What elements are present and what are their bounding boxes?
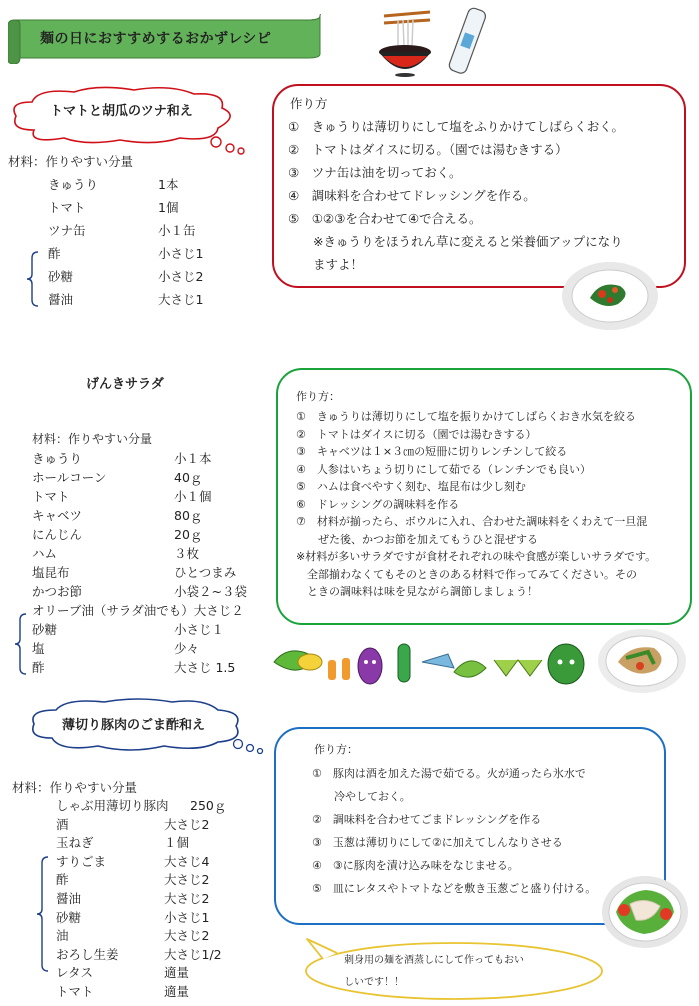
noodle-bowl-illustration (374, 8, 436, 78)
ingredient-amount: 大さじ2 (164, 890, 210, 906)
step: ① きゅうりは薄切りにして塩を振りかけてしばらくおき水気を絞る (296, 410, 636, 423)
ingredient-amount: 250ｇ (190, 798, 227, 813)
ingredient-amount: 小袋２~３袋 (174, 584, 247, 599)
ingredient-amount: 小さじ2 (158, 269, 204, 284)
step: ② トマトはダイスに切る（園では湯むきする） (296, 427, 537, 441)
ingredient-name: 砂糖 (32, 622, 58, 637)
step-note: ※材料が多いサラダですが食材それぞれの味や食感が楽しいサラダです。 (296, 550, 657, 563)
ingredient-amount: 80ｇ (174, 508, 203, 523)
ingredient-row (0, 506, 270, 525)
ingredient-amount: １個 (164, 835, 190, 851)
recipe2-ingredients-header: 材料：作りやすい分量 (32, 432, 153, 446)
seasoning-bracket (36, 855, 50, 973)
recipe3-method-header: 作り方： (314, 743, 358, 756)
ingredient-amount: 適量 (164, 965, 190, 981)
ingredient-row (0, 449, 270, 468)
ingredient-row (0, 797, 270, 816)
ingredient-amount: 小１缶 (158, 223, 196, 238)
ingredient-row (0, 601, 270, 620)
step: ⑦ 材料が揃ったら、ボウルに入れ、合わせた調味料をくわえて一旦混 (296, 515, 648, 528)
recipe3-photo (600, 872, 690, 952)
recipe3-ingredients-header: 材料：作りやすい分量 (12, 780, 138, 795)
ingredient-name: トマト (56, 983, 94, 999)
recipe2-photo (596, 626, 688, 696)
step: ⑤ ハムは食べやすく刻む、塩昆布は少し刻む (296, 480, 526, 493)
step: ④ ③に豚肉を漬け込み味をなじませる。 (312, 859, 519, 872)
ingredient-name: 酒 (56, 816, 69, 832)
step: ⑤ 皿にレタスやトマトなどを敷き玉葱ごと盛り付ける。 (312, 882, 597, 895)
ingredient-name: きゅうり (48, 177, 99, 192)
ingredient-amount: 小１個 (174, 489, 212, 504)
recipe2-method-header: 作り方： (296, 390, 340, 403)
ingredient-name: ホールコーン (32, 470, 107, 485)
step: ③ 玉葱は薄切りにして②に加えてしんなりさせる (312, 836, 563, 849)
ingredient-name: おろし生姜 (56, 946, 119, 962)
ingredient-amount: 大さじ1 (158, 292, 204, 307)
ingredient-row (0, 834, 270, 853)
ingredient-name: すりごま (56, 853, 107, 869)
ingredient-amount: 大さじ2 (164, 872, 210, 888)
ingredient-amount: 適量 (164, 983, 190, 999)
ingredient-amount: ひとつまみ (174, 565, 237, 580)
ingredient-name: にんじん (32, 527, 83, 542)
recipe3-title: 薄切り豚肉のごま酢和え (62, 718, 206, 733)
note-line: しいです！！ (344, 977, 404, 988)
recipe3-steps (312, 762, 596, 900)
ingredient-name: 酢 (32, 660, 45, 675)
recipe2-title: げんきサラダ (86, 377, 164, 392)
note-line: 刺身用の麺を酒蒸しにして作ってもおい (344, 955, 524, 966)
step: ぜた後、かつお節を加えてもうひと混ぜする (296, 532, 538, 546)
ingredient-name: きゅうり (32, 451, 83, 466)
ingredient-name: 油 (56, 928, 69, 944)
ingredient-row (0, 563, 270, 582)
step: ③ キャベツは１×３㎝の短冊に切りレンチンして絞る (296, 445, 568, 458)
ingredient-row (0, 173, 260, 196)
ingredient-amount: 小さじ1 (158, 246, 204, 261)
step: ① 豚肉は酒を加えた湯で茹でる。火が通ったら氷水で (312, 767, 586, 780)
ingredient-amount: 40ｇ (174, 470, 203, 485)
ingredient-name: レタス (56, 965, 94, 981)
ingredient-row (0, 219, 260, 242)
bottle-illustration (444, 6, 492, 78)
ingredient-amount: 大さじ2 (164, 816, 210, 832)
ingredient-amount: 大さじ1/2 (164, 946, 222, 962)
ingredient-name: 塩 (32, 641, 45, 656)
step: ② 調味料を合わせてごまドレッシングを作る (312, 813, 542, 826)
ingredient-amount: 20ｇ (174, 527, 203, 542)
ingredient-name: かつお節 (32, 584, 83, 599)
recipe1-title-cloud (4, 86, 252, 156)
recipe2-steps (296, 408, 656, 601)
recipe1-photo (560, 258, 660, 332)
recipe1-ingredients-header: 材料：作りやすい分量 (8, 154, 134, 169)
ingredient-row (0, 582, 270, 601)
step: ⑥ ドレッシングの調味料を作る (296, 497, 460, 511)
ingredient-name: 酢 (56, 872, 69, 888)
ingredient-name: ツナ缶 (48, 223, 86, 238)
recipe1-title: トマトと胡瓜のツナ和え (50, 104, 193, 119)
step: ③ ツナ缶は油を切っておく。 (288, 165, 462, 180)
step: ④ 調味料を合わせてドレッシングを作る。 (288, 188, 536, 203)
step: ① きゅうりは薄切りにして塩をふりかけてしばらくおく。 (288, 119, 624, 134)
step: ※きゅうりをほうれん草に変えると栄養価アップになり (288, 234, 623, 249)
recipe3-note (344, 950, 524, 994)
ingredient-name: オリーブ油（サラダ油でも）大さじ２ (32, 603, 244, 618)
step: ますよ！ (288, 257, 364, 272)
ingredient-name: 酢 (48, 246, 61, 261)
ingredient-amount: 大さじ2 (164, 928, 210, 944)
ingredient-row (0, 816, 270, 835)
ingredient-amount: 少々 (174, 641, 200, 656)
ingredient-name: 玉ねぎ (56, 835, 94, 851)
ingredient-row (0, 196, 260, 219)
ingredient-row (0, 983, 270, 1002)
ingredient-row (0, 544, 270, 563)
step-note: 全部揃わなくてもそのときのある材料で作ってみてください。その (296, 567, 637, 581)
recipe1-steps (288, 115, 624, 276)
ingredient-name: 塩昆布 (32, 565, 70, 580)
vegetable-characters-illustration (270, 632, 590, 688)
step: ② トマトはダイスに切る。（園では湯むきする） (288, 142, 568, 157)
ingredient-name: 砂糖 (48, 269, 74, 284)
step-note: ときの調味料は味を見ながら調節しましょう！ (296, 585, 538, 598)
ingredient-amount: 小さじ１ (174, 622, 225, 637)
ingredient-amount: ３枚 (174, 546, 200, 561)
ingredient-name: 醤油 (56, 890, 82, 906)
ingredient-amount: 大さじ 1.5 (174, 660, 236, 675)
ingredient-row (0, 487, 270, 506)
ingredient-name: 醤油 (48, 292, 74, 307)
ingredient-name: トマト (32, 489, 70, 504)
ingredient-name: しゃぶ用薄切り豚肉 (56, 798, 169, 813)
recipe1-method-header: 作り方 (290, 96, 328, 111)
step: ⑤ ①②③を合わせて④で合える。 (288, 211, 482, 226)
page-title: 麺の日におすすめするおかずレシピ (40, 31, 272, 47)
ingredient-amount: 大さじ4 (164, 853, 210, 869)
step: ④ 人参はいちょう切りにして茹でる（レンチンでも良い） (296, 462, 592, 476)
ingredient-name: キャベツ (32, 508, 83, 523)
ingredient-amount: 小１本 (174, 451, 212, 466)
ingredient-row (0, 620, 270, 639)
step: 冷やしておく。 (312, 790, 411, 803)
ingredient-row (0, 468, 270, 487)
ingredient-name: 砂糖 (56, 909, 82, 925)
ingredient-row (0, 658, 270, 677)
seasoning-bracket (14, 612, 28, 676)
ingredient-row (0, 639, 270, 658)
ingredient-amount: 小さじ1 (164, 909, 210, 925)
ingredient-name: ハム (32, 546, 58, 561)
ingredient-amount: 1本 (158, 177, 179, 192)
seasoning-bracket (26, 250, 40, 308)
recipe2-ingredient-list (0, 449, 270, 677)
ingredient-amount: 1個 (158, 200, 179, 215)
ingredient-row (0, 525, 270, 544)
ingredient-name: トマト (48, 200, 86, 215)
